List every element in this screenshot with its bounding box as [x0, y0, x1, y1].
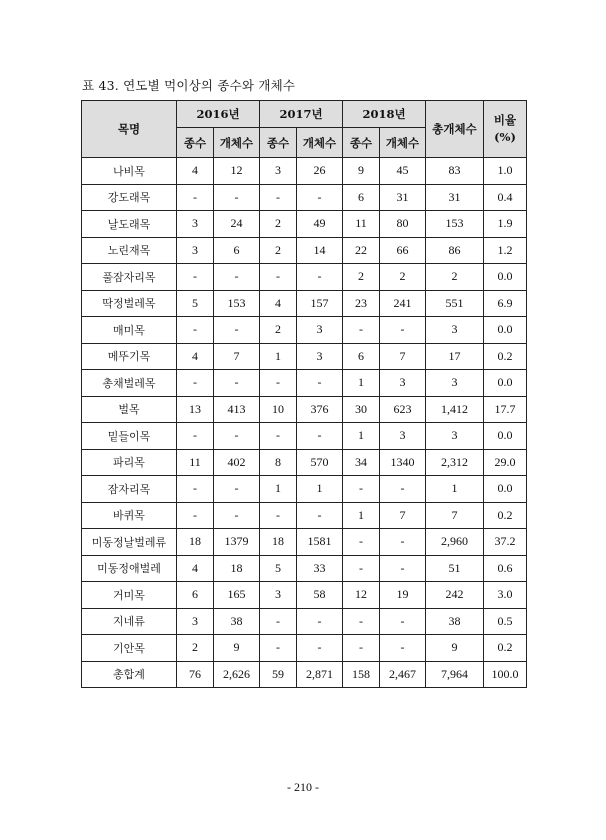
- cell-individuals-2017: 3: [297, 343, 343, 370]
- cell-order-name: 날도래목: [82, 211, 177, 238]
- cell-total-individuals: 153: [426, 211, 484, 238]
- cell-individuals-2016: -: [214, 476, 260, 503]
- cell-order-name: 미동정애벌레: [82, 555, 177, 582]
- cell-species-2016: 13: [177, 396, 214, 423]
- table-row: [82, 555, 527, 582]
- table-row: [82, 608, 527, 635]
- cell-individuals-2016: 1379: [214, 529, 260, 556]
- cell-order-name: 바퀴목: [82, 502, 177, 529]
- header-individuals-2016: 개체수: [214, 128, 260, 158]
- table-row: [82, 290, 527, 317]
- cell-species-2016: -: [177, 370, 214, 397]
- cell-species-2016: 11: [177, 449, 214, 476]
- cell-species-2018: 1: [343, 370, 380, 397]
- cell-species-2018: 158: [343, 661, 380, 688]
- cell-ratio: 0.6: [484, 555, 527, 582]
- cell-order-name: 강도래목: [82, 184, 177, 211]
- cell-total-individuals: 551: [426, 290, 484, 317]
- cell-species-2016: -: [177, 184, 214, 211]
- cell-species-2017: 59: [260, 661, 297, 688]
- cell-individuals-2017: -: [297, 635, 343, 662]
- table-row: [82, 529, 527, 556]
- cell-individuals-2016: 18: [214, 555, 260, 582]
- cell-species-2017: -: [260, 608, 297, 635]
- header-species-2017: 종수: [260, 128, 297, 158]
- cell-individuals-2016: 6: [214, 237, 260, 264]
- cell-individuals-2016: -: [214, 317, 260, 344]
- cell-total-individuals: 2,312: [426, 449, 484, 476]
- cell-order-name: 딱정벌레목: [82, 290, 177, 317]
- cell-individuals-2017: 58: [297, 582, 343, 609]
- cell-individuals-2017: -: [297, 184, 343, 211]
- cell-individuals-2017: -: [297, 370, 343, 397]
- cell-species-2016: 3: [177, 608, 214, 635]
- cell-individuals-2016: 153: [214, 290, 260, 317]
- cell-individuals-2017: 1: [297, 476, 343, 503]
- cell-ratio: 0.5: [484, 608, 527, 635]
- cell-individuals-2017: 33: [297, 555, 343, 582]
- table-row: [82, 370, 527, 397]
- cell-ratio: 0.2: [484, 502, 527, 529]
- table-row: [82, 343, 527, 370]
- header-total: 총개체수: [426, 101, 484, 158]
- cell-species-2017: 1: [260, 343, 297, 370]
- cell-total-individuals: 1,412: [426, 396, 484, 423]
- cell-species-2016: -: [177, 502, 214, 529]
- cell-species-2016: 4: [177, 158, 214, 185]
- table-row: [82, 184, 527, 211]
- table-row: [82, 582, 527, 609]
- cell-species-2016: 2: [177, 635, 214, 662]
- cell-individuals-2018: -: [380, 529, 426, 556]
- cell-species-2018: 11: [343, 211, 380, 238]
- cell-individuals-2018: -: [380, 608, 426, 635]
- cell-individuals-2016: -: [214, 184, 260, 211]
- cell-order-name: 기안목: [82, 635, 177, 662]
- cell-order-name: 미동정날벌레류: [82, 529, 177, 556]
- cell-ratio: 0.0: [484, 317, 527, 344]
- header-individuals-2017: 개체수: [297, 128, 343, 158]
- cell-individuals-2018: 241: [380, 290, 426, 317]
- cell-ratio: 3.0: [484, 582, 527, 609]
- page-number: - 210 -: [287, 780, 319, 794]
- cell-species-2017: -: [260, 370, 297, 397]
- cell-ratio: 0.0: [484, 476, 527, 503]
- cell-individuals-2017: 14: [297, 237, 343, 264]
- header-species-2018: 종수: [343, 128, 380, 158]
- cell-individuals-2018: 31: [380, 184, 426, 211]
- cell-individuals-2016: -: [214, 370, 260, 397]
- cell-total-individuals: 51: [426, 555, 484, 582]
- cell-ratio: 0.0: [484, 264, 527, 291]
- cell-total-individuals: 3: [426, 370, 484, 397]
- table-row: [82, 661, 527, 688]
- cell-ratio: 1.2: [484, 237, 527, 264]
- cell-species-2018: 12: [343, 582, 380, 609]
- cell-species-2017: -: [260, 184, 297, 211]
- cell-individuals-2017: -: [297, 502, 343, 529]
- cell-individuals-2018: 3: [380, 423, 426, 450]
- cell-individuals-2017: -: [297, 608, 343, 635]
- cell-total-individuals: 38: [426, 608, 484, 635]
- table-row: [82, 502, 527, 529]
- cell-species-2018: -: [343, 635, 380, 662]
- cell-species-2017: -: [260, 423, 297, 450]
- cell-species-2017: 5: [260, 555, 297, 582]
- cell-species-2018: -: [343, 476, 380, 503]
- cell-individuals-2017: 376: [297, 396, 343, 423]
- cell-species-2017: 3: [260, 158, 297, 185]
- cell-species-2018: 2: [343, 264, 380, 291]
- cell-individuals-2016: 2,626: [214, 661, 260, 688]
- cell-order-name: 잠자리목: [82, 476, 177, 503]
- cell-species-2016: -: [177, 264, 214, 291]
- cell-total-individuals: 7: [426, 502, 484, 529]
- cell-individuals-2017: 2,871: [297, 661, 343, 688]
- cell-total-individuals: 2,960: [426, 529, 484, 556]
- table-row: [82, 635, 527, 662]
- cell-total-individuals: 9: [426, 635, 484, 662]
- cell-individuals-2018: 66: [380, 237, 426, 264]
- header-ratio-label: 비율: [493, 113, 517, 128]
- cell-individuals-2016: -: [214, 423, 260, 450]
- cell-individuals-2016: 12: [214, 158, 260, 185]
- header-individuals-2018: 개체수: [380, 128, 426, 158]
- cell-order-name: 벌목: [82, 396, 177, 423]
- cell-order-name: 총합계: [82, 661, 177, 688]
- header-ratio-unit: (%): [494, 130, 516, 144]
- cell-species-2017: -: [260, 264, 297, 291]
- cell-individuals-2017: 26: [297, 158, 343, 185]
- cell-order-name: 밑들이목: [82, 423, 177, 450]
- header-year-2016: 2016년: [177, 101, 260, 128]
- cell-individuals-2018: 2: [380, 264, 426, 291]
- cell-species-2016: -: [177, 423, 214, 450]
- cell-species-2018: -: [343, 529, 380, 556]
- cell-individuals-2018: 19: [380, 582, 426, 609]
- cell-species-2016: 5: [177, 290, 214, 317]
- cell-individuals-2016: 7: [214, 343, 260, 370]
- cell-species-2016: 3: [177, 211, 214, 238]
- cell-order-name: 노린재목: [82, 237, 177, 264]
- cell-order-name: 매미목: [82, 317, 177, 344]
- cell-species-2017: 8: [260, 449, 297, 476]
- cell-species-2018: -: [343, 317, 380, 344]
- table-row: [82, 396, 527, 423]
- cell-total-individuals: 17: [426, 343, 484, 370]
- header-year-2018: 2018년: [343, 101, 426, 128]
- cell-species-2016: 4: [177, 555, 214, 582]
- cell-total-individuals: 1: [426, 476, 484, 503]
- table-body: [82, 158, 527, 688]
- cell-ratio: 6.9: [484, 290, 527, 317]
- cell-species-2018: 22: [343, 237, 380, 264]
- table-caption: 표 43. 연도별 먹이상의 종수와 개체수: [82, 78, 296, 93]
- cell-order-name: 총채벌레목: [82, 370, 177, 397]
- table-row: [82, 317, 527, 344]
- cell-order-name: 지네류: [82, 608, 177, 635]
- cell-individuals-2016: 9: [214, 635, 260, 662]
- cell-individuals-2018: 80: [380, 211, 426, 238]
- cell-total-individuals: 2: [426, 264, 484, 291]
- cell-ratio: 0.4: [484, 184, 527, 211]
- cell-ratio: 0.2: [484, 343, 527, 370]
- cell-species-2017: 10: [260, 396, 297, 423]
- cell-individuals-2017: 157: [297, 290, 343, 317]
- table-row: [82, 158, 527, 185]
- cell-individuals-2018: -: [380, 635, 426, 662]
- cell-individuals-2018: 7: [380, 502, 426, 529]
- cell-individuals-2018: 1340: [380, 449, 426, 476]
- cell-individuals-2018: 2,467: [380, 661, 426, 688]
- cell-individuals-2017: 1581: [297, 529, 343, 556]
- cell-order-name: 나비목: [82, 158, 177, 185]
- cell-individuals-2017: 3: [297, 317, 343, 344]
- cell-individuals-2018: -: [380, 317, 426, 344]
- cell-species-2016: 4: [177, 343, 214, 370]
- cell-species-2018: 1: [343, 423, 380, 450]
- cell-species-2018: 9: [343, 158, 380, 185]
- cell-species-2017: 18: [260, 529, 297, 556]
- data-table: [81, 100, 527, 688]
- cell-ratio: 100.0: [484, 661, 527, 688]
- table-row: [82, 237, 527, 264]
- cell-individuals-2017: -: [297, 423, 343, 450]
- cell-individuals-2016: -: [214, 264, 260, 291]
- cell-ratio: 0.0: [484, 423, 527, 450]
- cell-total-individuals: 3: [426, 317, 484, 344]
- cell-ratio: 37.2: [484, 529, 527, 556]
- header-order: 목명: [82, 101, 177, 158]
- cell-species-2016: 18: [177, 529, 214, 556]
- cell-species-2017: -: [260, 635, 297, 662]
- cell-ratio: 29.0: [484, 449, 527, 476]
- cell-individuals-2018: 623: [380, 396, 426, 423]
- cell-order-name: 풀잠자리목: [82, 264, 177, 291]
- table-row: [82, 476, 527, 503]
- cell-species-2018: 34: [343, 449, 380, 476]
- cell-individuals-2018: 3: [380, 370, 426, 397]
- cell-species-2016: 76: [177, 661, 214, 688]
- cell-species-2017: 1: [260, 476, 297, 503]
- header-species-2016: 종수: [177, 128, 214, 158]
- cell-species-2016: -: [177, 317, 214, 344]
- cell-ratio: 0.2: [484, 635, 527, 662]
- cell-individuals-2016: 38: [214, 608, 260, 635]
- cell-individuals-2016: -: [214, 502, 260, 529]
- cell-individuals-2017: -: [297, 264, 343, 291]
- cell-species-2018: -: [343, 608, 380, 635]
- table-row: [82, 423, 527, 450]
- cell-total-individuals: 86: [426, 237, 484, 264]
- cell-individuals-2016: 402: [214, 449, 260, 476]
- cell-species-2016: 6: [177, 582, 214, 609]
- cell-individuals-2016: 24: [214, 211, 260, 238]
- table-row: [82, 211, 527, 238]
- cell-individuals-2018: -: [380, 476, 426, 503]
- cell-individuals-2018: 45: [380, 158, 426, 185]
- cell-order-name: 메뚜기목: [82, 343, 177, 370]
- cell-ratio: 1.0: [484, 158, 527, 185]
- cell-species-2018: -: [343, 555, 380, 582]
- cell-species-2018: 6: [343, 343, 380, 370]
- cell-species-2017: 3: [260, 582, 297, 609]
- cell-total-individuals: 7,964: [426, 661, 484, 688]
- header-year-2017: 2017년: [260, 101, 343, 128]
- cell-species-2017: 2: [260, 237, 297, 264]
- cell-species-2018: 1: [343, 502, 380, 529]
- cell-ratio: 0.0: [484, 370, 527, 397]
- cell-individuals-2017: 49: [297, 211, 343, 238]
- cell-individuals-2018: -: [380, 555, 426, 582]
- cell-species-2018: 23: [343, 290, 380, 317]
- cell-species-2018: 30: [343, 396, 380, 423]
- cell-order-name: 거미목: [82, 582, 177, 609]
- cell-individuals-2017: 570: [297, 449, 343, 476]
- cell-ratio: 17.7: [484, 396, 527, 423]
- cell-total-individuals: 3: [426, 423, 484, 450]
- header-ratio: [484, 101, 527, 158]
- cell-total-individuals: 242: [426, 582, 484, 609]
- cell-total-individuals: 83: [426, 158, 484, 185]
- cell-species-2017: 4: [260, 290, 297, 317]
- cell-individuals-2016: 413: [214, 396, 260, 423]
- cell-individuals-2018: 7: [380, 343, 426, 370]
- cell-total-individuals: 31: [426, 184, 484, 211]
- cell-order-name: 파리목: [82, 449, 177, 476]
- cell-ratio: 1.9: [484, 211, 527, 238]
- table-row: [82, 264, 527, 291]
- cell-species-2017: 2: [260, 317, 297, 344]
- cell-species-2017: 2: [260, 211, 297, 238]
- cell-species-2018: 6: [343, 184, 380, 211]
- cell-species-2017: -: [260, 502, 297, 529]
- cell-species-2016: -: [177, 476, 214, 503]
- table-row: [82, 449, 527, 476]
- cell-individuals-2016: 165: [214, 582, 260, 609]
- cell-species-2016: 3: [177, 237, 214, 264]
